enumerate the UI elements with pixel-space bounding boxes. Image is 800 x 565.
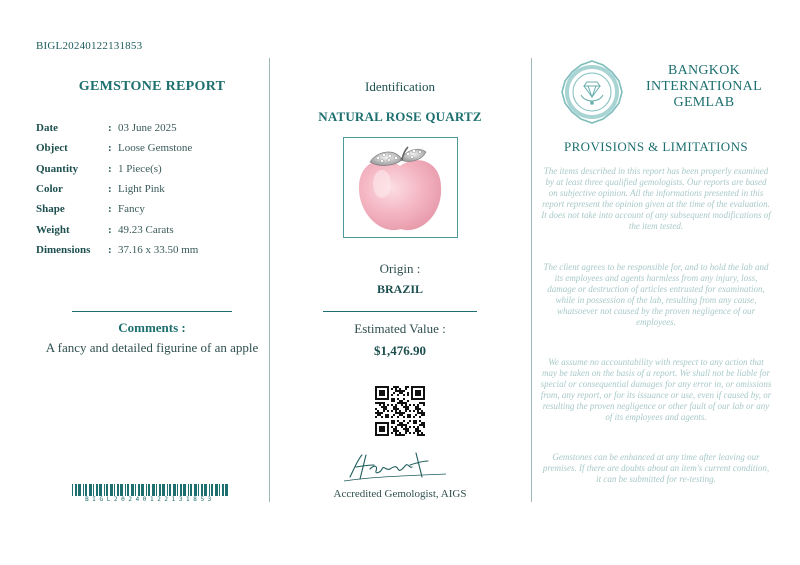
detail-label: Shape bbox=[36, 203, 65, 216]
detail-value: 49.23 Carats bbox=[118, 223, 174, 236]
detail-colon: : bbox=[108, 142, 112, 155]
estimated-value-label: Estimated Value : bbox=[354, 321, 446, 336]
details-table bbox=[36, 118, 264, 260]
gemstone-photo bbox=[343, 137, 458, 238]
detail-label: Quantity bbox=[36, 162, 79, 175]
detail-value: Light Pink bbox=[118, 183, 165, 196]
barcode bbox=[72, 484, 228, 496]
lab-name bbox=[633, 63, 775, 111]
detail-value: Loose Gemstone bbox=[118, 142, 193, 155]
detail-label: Dimensions bbox=[36, 243, 91, 256]
detail-colon: : bbox=[108, 243, 112, 256]
detail-colon: : bbox=[108, 122, 112, 135]
detail-label: Weight bbox=[36, 223, 70, 236]
identification-title: Identification bbox=[364, 79, 436, 94]
provisions-paragraph: The items described in this report has been properly examined by at least three qualified gemologists. Our reports are based on subjective opinion. All the informations presented in this report represent the opinion given at the time of the evaluation. It does not take into account of any subsequent modifications of the item tested. bbox=[541, 166, 771, 232]
detail-row-quantity bbox=[36, 159, 264, 179]
gemologist-title: Accredited Gemologist, AIGS bbox=[333, 488, 467, 500]
detail-value: 37.16 x 33.50 mm bbox=[118, 243, 199, 256]
detail-value: 1 Piece(s) bbox=[118, 162, 162, 175]
detail-label: Date bbox=[36, 122, 58, 135]
rose-quartz-apple-icon bbox=[344, 138, 457, 237]
lab-seal-logo bbox=[559, 59, 625, 125]
detail-value: Fancy bbox=[118, 203, 145, 216]
detail-colon: : bbox=[108, 203, 112, 216]
origin-label: Origin : bbox=[379, 261, 421, 276]
detail-colon: : bbox=[108, 183, 112, 196]
report-title: GEMSTONE REPORT bbox=[78, 79, 226, 94]
detail-row-date bbox=[36, 118, 264, 138]
detail-label: Object bbox=[36, 142, 68, 155]
detail-row-dimensions bbox=[36, 240, 264, 260]
barcode-text: BIGL20240122131853 bbox=[85, 496, 215, 503]
detail-colon: : bbox=[108, 162, 112, 175]
estimated-value-amount: $1,476.90 bbox=[374, 343, 426, 358]
lab-name-line: GEMLAB bbox=[673, 95, 735, 110]
lab-name-line: BANGKOK bbox=[667, 63, 741, 78]
comments-text: A fancy and detailed figurine of an apple bbox=[45, 340, 259, 355]
provisions-paragraph: The client agrees to be responsible for, and to hold the lab and its employees and agents harmless from any injury, loss, damage or destruction of articles entrusted for examination, while in possession of the lab, resulting from any cause, whatsoever not caused by the proven negligence of our employees. bbox=[543, 262, 769, 328]
provisions-paragraph: Gemstones can be enhanced at any time after leaving our premises. If there are doubts about an item's current condition, it can be submitted for re-testing. bbox=[542, 452, 770, 485]
gemologist-signature bbox=[340, 447, 450, 485]
comments-title: Comments : bbox=[118, 320, 186, 335]
qr-code-icon bbox=[375, 386, 425, 436]
detail-row-weight bbox=[36, 219, 264, 239]
comments-divider bbox=[72, 311, 232, 312]
value-divider bbox=[323, 311, 477, 312]
detail-row-shape bbox=[36, 199, 264, 219]
detail-value: 03 June 2025 bbox=[118, 122, 177, 135]
provisions-title: PROVISIONS & LIMITATIONS bbox=[563, 139, 749, 154]
detail-colon: : bbox=[108, 223, 112, 236]
detail-row-object bbox=[36, 138, 264, 158]
column-divider-right bbox=[531, 58, 532, 502]
lab-name-line: INTERNATIONAL bbox=[646, 79, 762, 94]
provisions-paragraph: We assume no accountability with respect to any action that may be taken on the basis of a report. We shall not be liable for special or consequential damages for any error in, or omissions from, any report, or for its issuance or use, even if caused by, or resulting the proven negligence or other fault of our lab or any of its employees and agents. bbox=[540, 357, 772, 423]
origin-value: BRAZIL bbox=[376, 282, 423, 296]
stone-name: NATURAL ROSE QUARTZ bbox=[318, 109, 482, 124]
report-number: BIGL20240122131853 bbox=[36, 40, 143, 52]
detail-row-color bbox=[36, 179, 264, 199]
detail-label: Color bbox=[36, 183, 63, 196]
